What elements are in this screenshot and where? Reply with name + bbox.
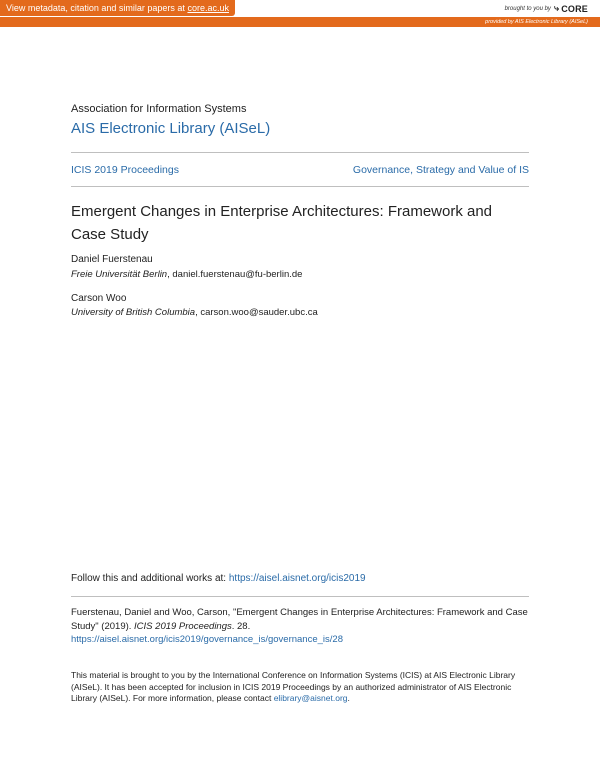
author-email: carson.woo@sauder.ubc.ca	[200, 307, 318, 318]
divider-middle	[71, 186, 529, 187]
affiliation-name: University of British Columbia	[71, 307, 196, 318]
divider-bottom	[71, 596, 529, 597]
notice-text: This material is brought to you by the International Conference on Information Systems (ICIS) at AIS Electronic Library (AISeL). It has been accepted for inclusion in ICIS 2019 Proceedings by an authorized administrator of AIS Electronic Library (AISeL). For more information, please contact	[71, 670, 516, 703]
affiliation-name: Freie Universität Berlin	[71, 269, 168, 280]
citation-block	[71, 606, 529, 647]
author-name: Daniel Fuerstenau	[71, 254, 153, 265]
follow-line	[71, 573, 366, 584]
author-email: daniel.fuerstenau@fu-berlin.de	[172, 269, 303, 280]
citation-link[interactable]: https://aisel.aisnet.org/icis2019/governance_is/governance_is/28	[71, 634, 343, 645]
brought-by-text: brought to you by	[504, 5, 551, 12]
metadata-link-box[interactable]	[0, 0, 235, 16]
citation-number: . 28.	[231, 620, 251, 632]
paper-title: Emergent Changes in Enterprise Architectures: Framework and Case Study	[71, 203, 493, 243]
follow-text: Follow this and additional works at:	[71, 573, 227, 584]
brought-by	[505, 3, 588, 14]
core-banner	[0, 0, 600, 28]
organization-name: Association for Information Systems	[71, 103, 247, 115]
core-arrow-icon: ⤷	[553, 3, 560, 13]
core-link[interactable]: core.ac.uk	[187, 3, 229, 13]
proceedings-link[interactable]: ICIS 2019 Proceedings	[71, 164, 179, 176]
notice-end: .	[347, 693, 350, 703]
author-affiliation: Freie Universität Berlin, daniel.fuerstenau@fu-berlin.de	[71, 269, 303, 280]
metadata-text: View metadata, citation and similar papers at	[6, 3, 185, 13]
follow-link[interactable]: https://aisel.aisnet.org/icis2019	[228, 573, 366, 584]
track-link[interactable]: Governance, Strategy and Value of IS	[352, 164, 529, 176]
author-affiliation: University of British Columbia, carson.woo@sauder.ubc.ca	[71, 307, 318, 318]
citation-venue: ICIS 2019 Proceedings	[134, 620, 232, 632]
library-name[interactable]: AIS Electronic Library (AISeL)	[71, 120, 271, 137]
divider-top	[71, 152, 529, 153]
author-name: Carson Woo	[71, 293, 127, 304]
core-logo[interactable]	[554, 3, 588, 14]
notice-block	[71, 670, 529, 705]
provided-by-text: provided by AIS Electronic Library (AISeL)	[485, 19, 588, 25]
contact-email-link[interactable]: elibrary@aisnet.org	[273, 693, 348, 703]
core-logo-text: CORE	[561, 3, 588, 14]
citation-text: Fuerstenau, Daniel and Woo, Carson, "Emergent Changes in Enterprise Architectures: Framework and Case Study" (2019).	[71, 607, 528, 632]
